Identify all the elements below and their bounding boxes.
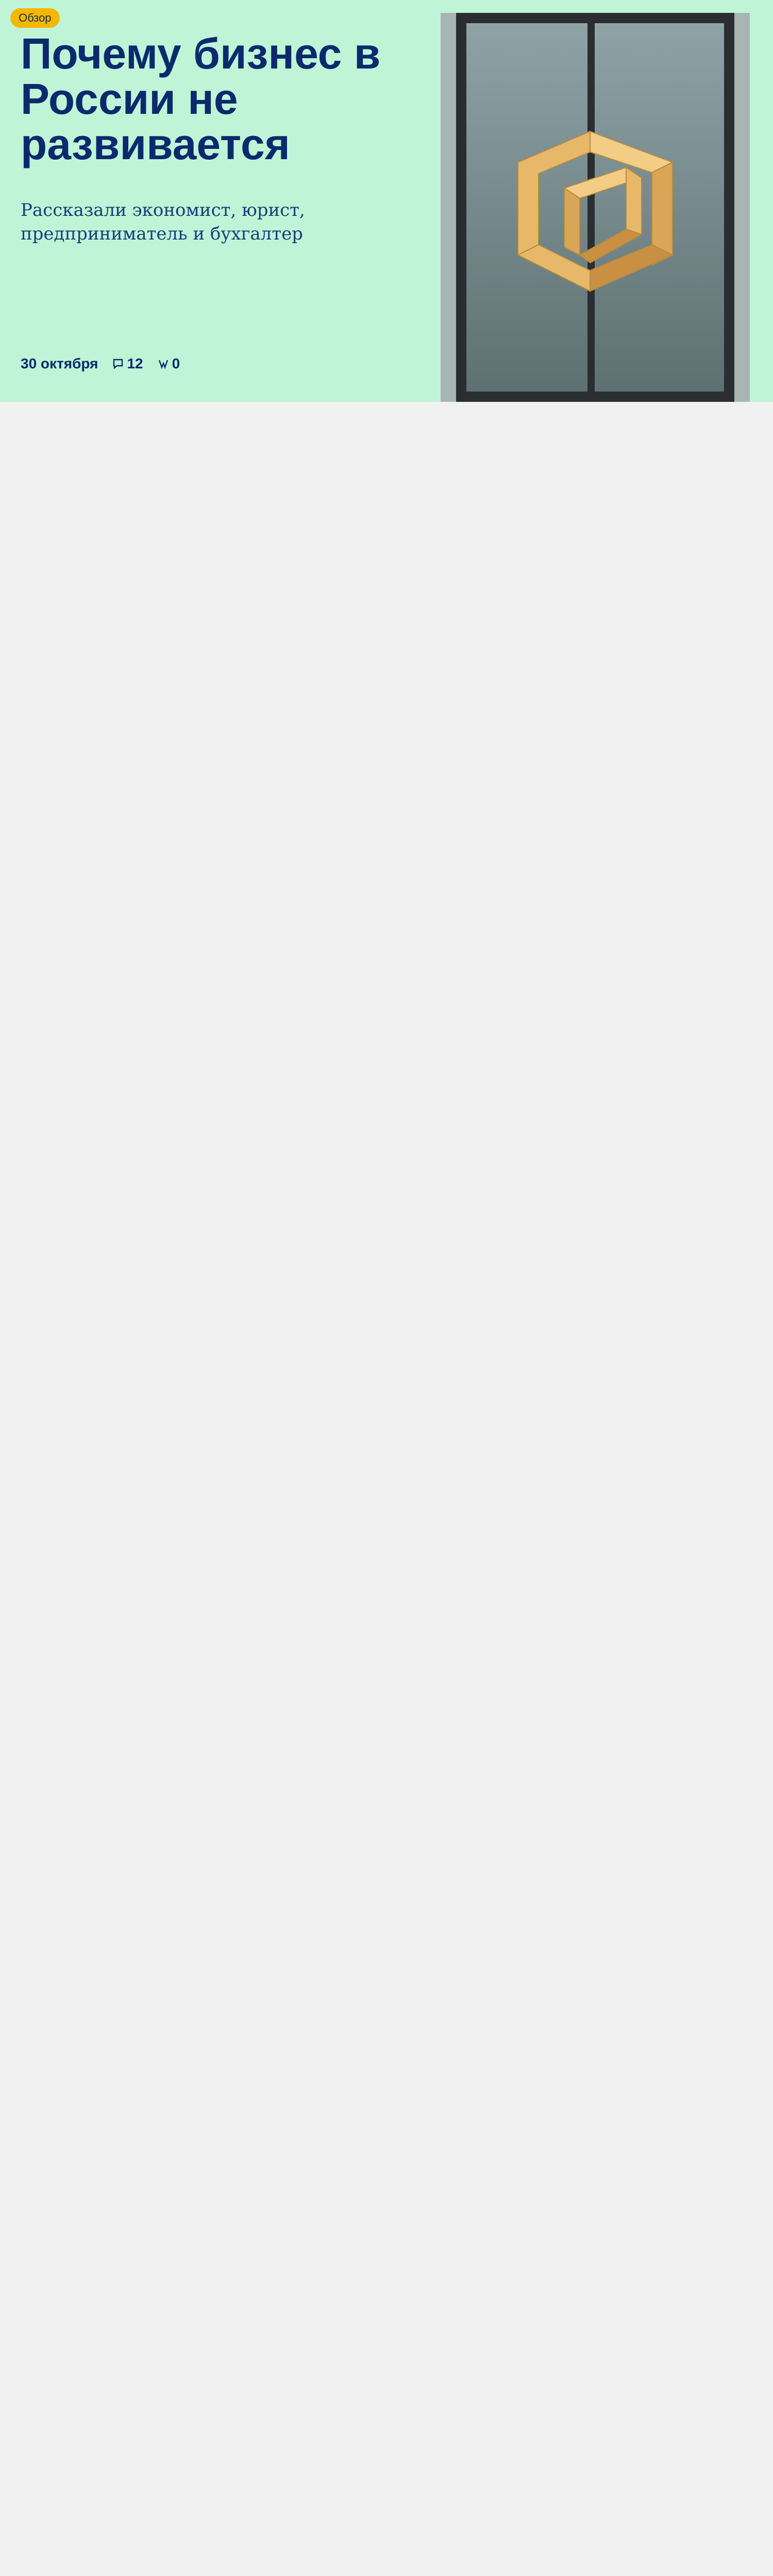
hero-photo: [441, 13, 750, 402]
shares-counter[interactable]: [158, 355, 180, 372]
hero-image-panel: [441, 0, 773, 402]
article-page: [0, 0, 773, 402]
article-meta: [21, 355, 180, 372]
shares-count: 0: [172, 355, 180, 371]
article-title: Почему бизнес в России не развивается: [21, 29, 381, 168]
share-icon: [158, 358, 169, 369]
article-subtitle: Рассказали экономист, юрист, предприниматель и бухгалтер: [21, 200, 305, 244]
publish-date: 30 октября: [21, 355, 98, 371]
impossible-cube-illustration: [487, 100, 703, 317]
comments-counter[interactable]: [112, 355, 143, 372]
hero-text-panel: [0, 0, 441, 402]
category-badge[interactable]: Обзор: [10, 8, 60, 28]
hero: [0, 0, 773, 402]
comments-count: 12: [127, 355, 143, 371]
comment-icon: [112, 358, 124, 369]
